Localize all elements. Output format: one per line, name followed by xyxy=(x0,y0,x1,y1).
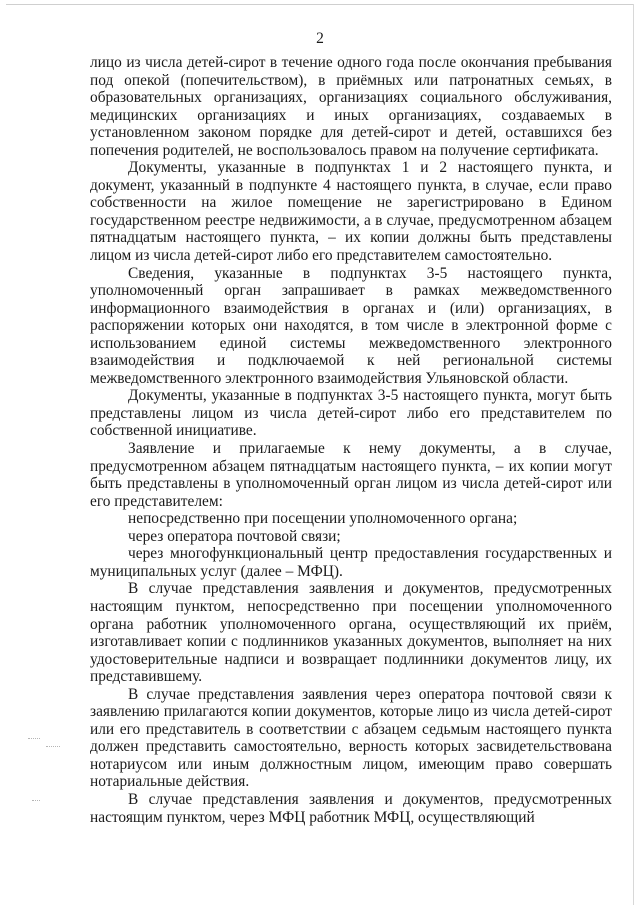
page-edge-right xyxy=(633,4,634,905)
paragraph-documents-self: Документы, указанные в подпунктах 1 и 2 настоящего пункта, и документ, указанный в подпункте 4 настоящего пункта, в случае, если право собственности на жилое помещение не зарегистрировано в Едином государственном реестре недвижимости, а в случае, предусмотренном абзацем пятнадцатым настоящего пункта, – их копии должны быть представлены лицом из числа детей-сирот либо его представителем самостоятельно. xyxy=(90,159,612,265)
page-edge-top xyxy=(6,4,634,5)
paragraph-continuation: лицо из числа детей-сирот в течение одного года после окончания пребывания под опекой (попечительством), в приёмных или патронатных семьях, в образовательных организациях, организациях социального обслуживания, медицинских организациях и иных организациях, создаваемых в установленном законом порядке для детей-сирот и детей, оставшихся без попечения родителей, не воспользовалось правом на получение сертификата. xyxy=(90,54,612,159)
paragraph-own-initiative: Документы, указанные в подпунктах 3-5 настоящего пункта, могут быть представлены лицом из числа детей-сирот либо его представителем по собственной инициативе. xyxy=(90,387,612,440)
list-item-mfc: через многофункциональный центр предоставления государственных и муниципальных услуг (далее – МФЦ). xyxy=(90,545,612,580)
page-number: 2 xyxy=(316,30,324,47)
paragraph-postal-copies: В случае представления заявления через оператора почтовой связи к заявлению прилагаются копии документов, которые лицо из числа детей-сирот или его представитель в соответствии с абзацем седьмым настоящего пункта должен представить самостоятельно, верность которых засвидетельствована нотариусом или иным должностным лицом, имеющим право совершать нотариальные действия. xyxy=(90,685,612,791)
paragraph-submission-ways: Заявление и прилагаемые к нему документы, а в случае, предусмотренном абзацем пятнадцатым настоящего пункта, – их копии могут быть представлены в уполномоченный орган лицом из числа детей-сирот или его представителем: xyxy=(90,440,612,510)
list-item-postal: через оператора почтовой связи; xyxy=(128,527,341,545)
list-item-in-person: непосредственно при посещении уполномоченного органа; xyxy=(128,510,518,528)
document-body xyxy=(90,54,612,826)
paragraph-in-person-copies: В случае представления заявления и документов, предусмотренных настоящим пунктом, непосредственно при посещении уполномоченного органа работник уполномоченного органа, осуществляющий их приём, изготавливает копии с подлинников указанных документов, выполняет на них удостоверительные надписи и возвращает подлинники документов лицу, их представившему. xyxy=(90,580,612,686)
paragraph-interagency-request: Сведения, указанные в подпунктах 3-5 настоящего пункта, уполномоченный орган запрашивает в рамках межведомственного информационного взаимодействия в органах и (или) организациях, в распоряжении которых они находятся, в том числе в электронной форме с использованием единой системы межведомственного электронного взаимодействия и подключаемой к ней региональной системы межведомственного электронного взаимодействия Ульяновской области. xyxy=(90,264,612,387)
paragraph-mfc: В случае представления заявления и документов, предусмотренных настоящим пунктом, через МФЦ работник МФЦ, осуществляющий xyxy=(90,790,612,826)
scan-mark xyxy=(46,746,60,747)
scan-mark xyxy=(32,800,40,801)
scan-mark xyxy=(28,738,40,739)
